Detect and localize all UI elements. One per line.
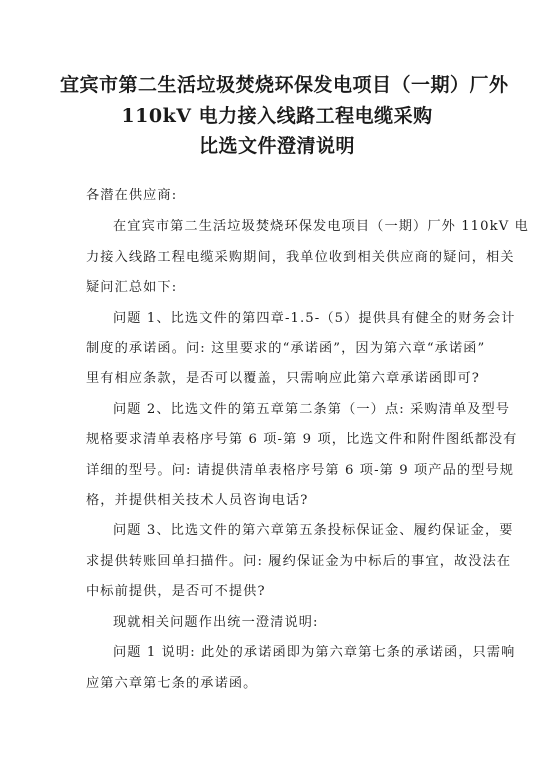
body-line: 问题 1 说明: 此处的承诺函即为第六章第七条的承诺函，只需响 <box>113 645 516 660</box>
body-line: 中标前提供，是否可不提供? <box>86 584 266 599</box>
body-line: 问题 2、比选文件的第五章第二条第（一）点: 采购清单及型号 <box>113 402 511 417</box>
salutation: 各潜在供应商: <box>86 188 178 203</box>
body-line: 里有相应条款，是否可以覆盖，只需响应此第六章承诺函即可? <box>86 371 480 386</box>
document-title-line-1: 宜宾市第二生活垃圾焚烧环保发电项目（一期）厂外 <box>60 74 509 96</box>
body-line: 现就相关问题作出统一澄清说明: <box>113 615 319 630</box>
body-line: 应第六章第七条的承诺函。 <box>86 676 258 691</box>
body-line: 疑问汇总如下: <box>86 280 178 295</box>
body-line: 规格要求清单表格序号第 6 项-第 9 项，比选文件和附件图纸都没有 <box>86 432 518 447</box>
body-line: 在宜宾市第二生活垃圾焚烧环保发电项目（一期）厂外 110kV 电 <box>113 219 529 234</box>
body-line: 详细的型号。问: 请提供清单表格序号第 6 项-第 9 项产品的型号规 <box>86 463 515 478</box>
body-line: 问题 3、比选文件的第六章第五条投标保证金、履约保证金，要 <box>113 523 514 538</box>
document-title-line-3: 比选文件澄清说明 <box>198 135 355 157</box>
body-line: 格，并提供相关技术人员咨询电话? <box>86 493 309 508</box>
body-line: 求提供转账回单扫描件。问: 履约保证金为中标后的事宜，故没法在 <box>86 554 512 569</box>
body-line: 力接入线路工程电缆采购期间，我单位收到相关供应商的疑问，相关 <box>86 250 515 265</box>
body-line: 问题 1、比选文件的第四章-1.5-（5）提供具有健全的财务会计 <box>113 311 516 326</box>
body-line: 制度的承诺函。问: 这里要求的“承诺函”，因为第六章“承诺函” <box>86 341 486 356</box>
document-title-line-2: 110kV 电力接入线路工程电缆采购 <box>121 105 433 127</box>
